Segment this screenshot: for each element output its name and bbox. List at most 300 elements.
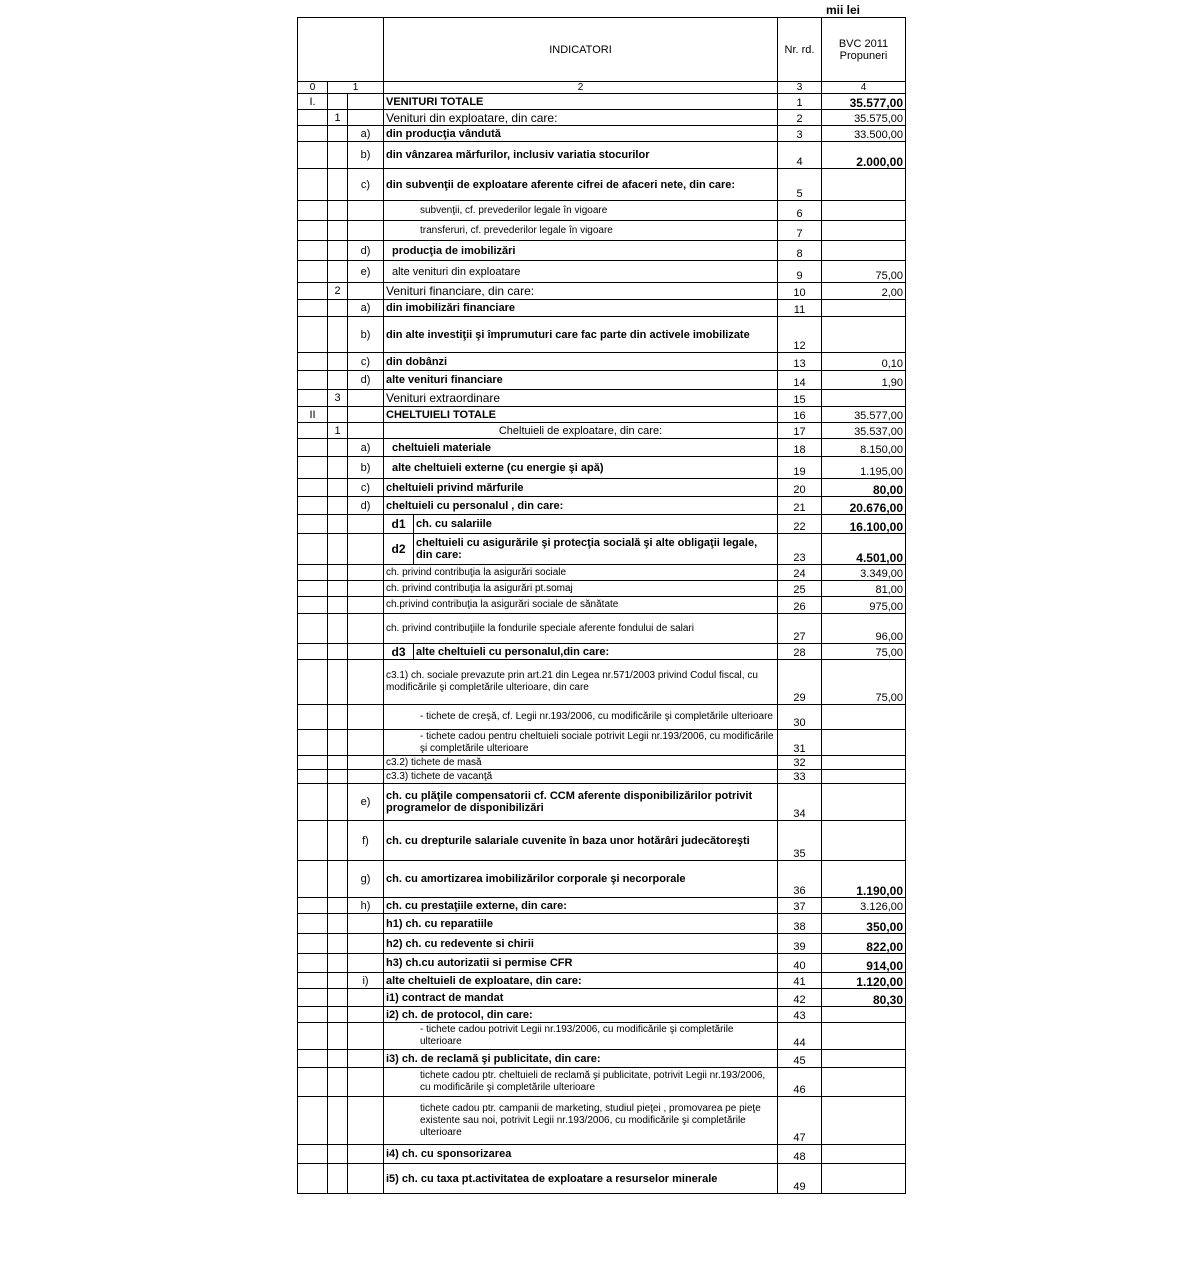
row-section-code: [298, 597, 328, 614]
row-group-code: [328, 954, 348, 973]
row-value: 35.575,00: [822, 110, 906, 126]
row-value: [822, 221, 906, 241]
row-item-code: i): [348, 973, 384, 989]
row-value: [822, 784, 906, 821]
row-value: [822, 1007, 906, 1023]
row-number: 44: [778, 1023, 822, 1050]
table-row: [298, 914, 906, 934]
table-row: [298, 371, 906, 390]
row-number: 29: [778, 660, 822, 705]
row-number: 31: [778, 730, 822, 756]
row-value: [822, 770, 906, 784]
row-section-code: [298, 973, 328, 989]
row-group-code: [328, 371, 348, 390]
row-number: 18: [778, 439, 822, 457]
row-indicator: cheltuieli privind mărfurile: [384, 479, 778, 497]
row-value: 975,00: [822, 597, 906, 614]
column-index: 1: [328, 82, 384, 94]
row-item-code: [348, 94, 384, 110]
table-row: [298, 705, 906, 730]
row-indicator: alte cheltuieli de exploatare, din care:: [384, 973, 778, 989]
row-value: 81,00: [822, 581, 906, 597]
row-indicator: ch. privind contribuţiile la fondurile speciale aferente fondului de salari: [384, 614, 778, 644]
row-number: 30: [778, 705, 822, 730]
row-item-code: c): [348, 353, 384, 371]
row-group-code: [328, 317, 348, 353]
table-row: [298, 390, 906, 407]
row-value: 75,00: [822, 644, 906, 660]
row-item-code: [348, 954, 384, 973]
table-row: [298, 1068, 906, 1097]
row-number: 5: [778, 169, 822, 201]
row-value: 8.150,00: [822, 439, 906, 457]
row-item-code: [348, 770, 384, 784]
table-row: [298, 821, 906, 861]
row-item-code: [348, 660, 384, 705]
row-section-code: [298, 142, 328, 169]
row-value: 2.000,00: [822, 142, 906, 169]
row-value: 1,90: [822, 371, 906, 390]
row-indicator: ch. cu salariile: [414, 515, 778, 534]
table-header: [298, 18, 906, 82]
row-number: 24: [778, 565, 822, 581]
row-value: [822, 756, 906, 770]
row-value: [822, 705, 906, 730]
row-number: 40: [778, 954, 822, 973]
row-value: 3.349,00: [822, 565, 906, 581]
row-section-code: [298, 730, 328, 756]
row-item-code: c): [348, 169, 384, 201]
budget-table: [297, 17, 906, 1194]
row-value: 35.577,00: [822, 94, 906, 110]
row-item-code: [348, 221, 384, 241]
row-item-code: [348, 534, 384, 565]
row-item-code: [348, 730, 384, 756]
row-group-code: [328, 756, 348, 770]
row-group-code: 1: [328, 110, 348, 126]
row-item-code: [348, 581, 384, 597]
row-group-code: [328, 497, 348, 515]
row-number: 17: [778, 423, 822, 439]
row-group-code: [328, 479, 348, 497]
row-section-code: [298, 497, 328, 515]
row-value: [822, 169, 906, 201]
row-indicator: - tichete cadou potrivit Legii nr.193/2006, cu modificările şi completările ulterioare: [384, 1023, 778, 1050]
row-value: 914,00: [822, 954, 906, 973]
row-group-code: [328, 407, 348, 423]
row-item-code: [348, 1007, 384, 1023]
column-index: 3: [778, 82, 822, 94]
row-indicator: CHELTUIELI TOTALE: [384, 407, 778, 423]
row-value: 1.190,00: [822, 861, 906, 898]
table-row: [298, 581, 906, 597]
row-section-code: [298, 1068, 328, 1097]
table-row: [298, 1164, 906, 1194]
row-value: [822, 730, 906, 756]
table-row: [298, 954, 906, 973]
row-indicator: din imobilizări financiare: [384, 300, 778, 317]
row-number: 20: [778, 479, 822, 497]
table-row: [298, 169, 906, 201]
row-section-code: [298, 439, 328, 457]
row-group-code: [328, 515, 348, 534]
row-indicator: alte venituri din exploatare: [384, 261, 778, 283]
table-row: [298, 423, 906, 439]
row-value: 20.676,00: [822, 497, 906, 515]
row-number: 6: [778, 201, 822, 221]
row-indicator: alte cheltuieli externe (cu energie şi apă): [384, 457, 778, 479]
row-number: 48: [778, 1145, 822, 1164]
row-number: 46: [778, 1068, 822, 1097]
row-section-code: [298, 353, 328, 371]
row-value: 35.577,00: [822, 407, 906, 423]
table-row: [298, 261, 906, 283]
row-section-code: [298, 954, 328, 973]
row-number: 15: [778, 390, 822, 407]
table-row: [298, 353, 906, 371]
row-value: [822, 241, 906, 261]
row-item-code: c): [348, 479, 384, 497]
row-number: 23: [778, 534, 822, 565]
row-indicator: c3.3) tichete de vacanţă: [384, 770, 778, 784]
row-number: 7: [778, 221, 822, 241]
row-value: 1.120,00: [822, 973, 906, 989]
row-number: 16: [778, 407, 822, 423]
row-indicator: din dobânzi: [384, 353, 778, 371]
row-indicator: cheltuieli cu personalul , din care:: [384, 497, 778, 515]
row-group-code: [328, 1164, 348, 1194]
row-number: 8: [778, 241, 822, 261]
row-indicator: ch. cu plăţile compensatorii cf. CCM aferente disponibilizărilor potrivit programelor de disponibilizări: [384, 784, 778, 821]
table-row: [298, 973, 906, 989]
table-row: [298, 241, 906, 261]
row-indicator: Venituri din exploatare, din care:: [384, 110, 778, 126]
row-indicator: cheltuieli materiale: [384, 439, 778, 457]
row-number: 42: [778, 989, 822, 1007]
row-section-code: [298, 479, 328, 497]
row-section-code: [298, 1007, 328, 1023]
row-item-code: h): [348, 898, 384, 914]
row-group-code: [328, 581, 348, 597]
row-number: 27: [778, 614, 822, 644]
row-value: [822, 300, 906, 317]
row-group-code: [328, 1097, 348, 1145]
row-number: 35: [778, 821, 822, 861]
table-row: [298, 861, 906, 898]
row-number: 2: [778, 110, 822, 126]
row-item-code: [348, 565, 384, 581]
table-row: [298, 770, 906, 784]
row-indicator: ch. cu amortizarea imobilizărilor corporale şi necorporale: [384, 861, 778, 898]
row-group-code: 3: [328, 390, 348, 407]
row-number: 13: [778, 353, 822, 371]
row-item-code: [348, 914, 384, 934]
row-item-code: [348, 515, 384, 534]
row-group-code: [328, 914, 348, 934]
table-row: [298, 497, 906, 515]
row-value: 33.500,00: [822, 126, 906, 142]
row-group-code: [328, 457, 348, 479]
row-number: 43: [778, 1007, 822, 1023]
row-section-code: [298, 1145, 328, 1164]
row-indicator: VENITURI TOTALE: [384, 94, 778, 110]
row-indicator: ch. cu drepturile salariale cuvenite în baza unor hotărâri judecătoreşti: [384, 821, 778, 861]
row-value: [822, 317, 906, 353]
row-group-code: [328, 730, 348, 756]
row-group-code: [328, 1007, 348, 1023]
row-indicator: h1) ch. cu reparatiile: [384, 914, 778, 934]
column-index-row: [298, 82, 906, 94]
table-row: [298, 142, 906, 169]
row-value: 96,00: [822, 614, 906, 644]
row-group-code: [328, 989, 348, 1007]
table-row: [298, 730, 906, 756]
header-blank: [298, 18, 384, 82]
row-item-code: [348, 614, 384, 644]
row-section-code: [298, 390, 328, 407]
table-row: [298, 1050, 906, 1068]
row-item-code: a): [348, 126, 384, 142]
row-section-code: [298, 784, 328, 821]
row-item-code: d): [348, 497, 384, 515]
row-number: 38: [778, 914, 822, 934]
header-bvc-year: BVC 2011: [838, 37, 889, 50]
row-indicator: i3) ch. de reclamă şi publicitate, din care:: [384, 1050, 778, 1068]
row-section-code: [298, 317, 328, 353]
row-section-code: [298, 914, 328, 934]
row-value: [822, 201, 906, 221]
column-index: 2: [384, 82, 778, 94]
row-group-code: [328, 934, 348, 954]
row-indicator: din alte investiţii şi împrumuturi care fac parte din activele imobilizate: [384, 317, 778, 353]
row-number: 32: [778, 756, 822, 770]
table-row: [298, 565, 906, 581]
row-number: 3: [778, 126, 822, 142]
row-group-code: [328, 126, 348, 142]
row-indicator: h2) ch. cu redevente si chirii: [384, 934, 778, 954]
header-bvc: [822, 18, 906, 82]
row-value: 1.195,00: [822, 457, 906, 479]
table-row: [298, 126, 906, 142]
row-item-code: [348, 705, 384, 730]
table-row: [298, 1097, 906, 1145]
row-group-code: [328, 353, 348, 371]
row-item-code: [348, 423, 384, 439]
row-group-code: [328, 770, 348, 784]
table-row: [298, 898, 906, 914]
table-row: [298, 534, 906, 565]
row-number: 19: [778, 457, 822, 479]
row-section-code: [298, 457, 328, 479]
table-row: [298, 407, 906, 423]
row-indicator: din subvenţii de exploatare aferente cifrei de afaceri nete, din care:: [384, 169, 778, 201]
row-section-code: I.: [298, 94, 328, 110]
table-row: [298, 784, 906, 821]
row-section-code: [298, 110, 328, 126]
row-section-code: [298, 283, 328, 300]
row-section-code: [298, 565, 328, 581]
row-group-code: [328, 705, 348, 730]
row-value: [822, 1050, 906, 1068]
row-indicator: Venituri financiare, din care:: [384, 283, 778, 300]
table-row: [298, 1145, 906, 1164]
row-item-code: d): [348, 371, 384, 390]
row-number: 22: [778, 515, 822, 534]
column-index: 4: [822, 82, 906, 94]
row-indicator: din vânzarea mărfurilor, inclusiv variatia stocurilor: [384, 142, 778, 169]
row-indicator: i4) ch. cu sponsorizarea: [384, 1145, 778, 1164]
row-section-code: [298, 423, 328, 439]
row-item-code: [348, 934, 384, 954]
row-number: 9: [778, 261, 822, 283]
row-value: 350,00: [822, 914, 906, 934]
row-item-code: [348, 644, 384, 660]
row-item-code: b): [348, 142, 384, 169]
row-number: 36: [778, 861, 822, 898]
row-indicator: i5) ch. cu taxa pt.activitatea de exploatare a resurselor minerale: [384, 1164, 778, 1194]
row-indicator: cheltuieli cu asigurările şi protecţia socială şi alte obligaţii legale, din care:: [414, 534, 778, 565]
header-nr-rd: Nr. rd.: [778, 18, 822, 82]
header-indicatori: INDICATORI: [384, 18, 778, 82]
row-indicator: producţia de imobilizări: [384, 241, 778, 261]
row-section-code: [298, 169, 328, 201]
table-row: [298, 644, 906, 660]
row-indicator: - tichete de creşă, cf. Legii nr.193/2006, cu modificările şi completările ulterioare: [384, 705, 778, 730]
row-value: 35.537,00: [822, 423, 906, 439]
row-number: 41: [778, 973, 822, 989]
row-section-code: [298, 770, 328, 784]
row-value: [822, 1023, 906, 1050]
row-value: 80,30: [822, 989, 906, 1007]
row-section-code: [298, 821, 328, 861]
row-group-code: [328, 861, 348, 898]
row-item-code: [348, 1023, 384, 1050]
row-section-code: [298, 515, 328, 534]
row-section-code: [298, 644, 328, 660]
row-item-code: e): [348, 261, 384, 283]
row-item-code: [348, 407, 384, 423]
row-item-code: a): [348, 439, 384, 457]
row-group-code: [328, 1145, 348, 1164]
table-row: [298, 660, 906, 705]
table-row: [298, 317, 906, 353]
row-section-code: [298, 705, 328, 730]
row-indicator: ch.privind contribuţia la asigurări sociale de sănătate: [384, 597, 778, 614]
row-number: 14: [778, 371, 822, 390]
row-value: 75,00: [822, 261, 906, 283]
row-item-code: [348, 989, 384, 1007]
table-row: [298, 934, 906, 954]
row-indicator: ch. cu prestaţiile externe, din care:: [384, 898, 778, 914]
row-group-code: [328, 821, 348, 861]
row-item-code: e): [348, 784, 384, 821]
row-item-code: [348, 1050, 384, 1068]
table-row: [298, 515, 906, 534]
row-indicator: c3.2) tichete de masă: [384, 756, 778, 770]
row-value: [822, 1068, 906, 1097]
row-number: 37: [778, 898, 822, 914]
row-group-code: [328, 300, 348, 317]
row-value: [822, 1145, 906, 1164]
row-number: 1: [778, 94, 822, 110]
row-indicator: h3) ch.cu autorizatii si permise CFR: [384, 954, 778, 973]
row-section-code: [298, 1164, 328, 1194]
row-value: [822, 1164, 906, 1194]
row-group-code: [328, 439, 348, 457]
row-group-code: [328, 1068, 348, 1097]
table-row: [298, 221, 906, 241]
row-group-code: [328, 660, 348, 705]
row-number: 33: [778, 770, 822, 784]
row-group-code: [328, 597, 348, 614]
table-row: [298, 614, 906, 644]
row-section-code: [298, 756, 328, 770]
row-indicator: tichete cadou ptr. campanii de marketing, studiul pieţei , promovarea pe pieţe existente sau noi, potrivit Legii nr.193/2006, cu modificările şi completările ulterioare: [384, 1097, 778, 1145]
row-section-code: [298, 861, 328, 898]
row-section-code: [298, 371, 328, 390]
row-item-code: [348, 756, 384, 770]
row-section-code: [298, 126, 328, 142]
row-group-code: [328, 169, 348, 201]
row-item-code: [348, 1164, 384, 1194]
row-number: 25: [778, 581, 822, 597]
row-number: 4: [778, 142, 822, 169]
table-row: [298, 439, 906, 457]
row-number: 26: [778, 597, 822, 614]
row-item-code: b): [348, 457, 384, 479]
row-value: 16.100,00: [822, 515, 906, 534]
row-group-code: 1: [328, 423, 348, 439]
table-body: [298, 94, 906, 1194]
row-group-code: [328, 94, 348, 110]
row-group-code: [328, 898, 348, 914]
row-item-code: [348, 1145, 384, 1164]
row-section-code: II: [298, 407, 328, 423]
row-value: 2,00: [822, 283, 906, 300]
unit-label: mii lei: [826, 3, 861, 17]
row-item-code: [348, 201, 384, 221]
row-value: [822, 821, 906, 861]
table-row: [298, 479, 906, 497]
row-item-code: [348, 1068, 384, 1097]
row-group-code: [328, 1023, 348, 1050]
row-section-code: [298, 241, 328, 261]
row-number: 11: [778, 300, 822, 317]
row-indicator: i1) contract de mandat: [384, 989, 778, 1007]
row-value: 75,00: [822, 660, 906, 705]
row-number: 34: [778, 784, 822, 821]
table-row: [298, 597, 906, 614]
row-indicator: Venituri extraordinare: [384, 390, 778, 407]
row-indicator: Cheltuieli de exploatare, din care:: [384, 423, 778, 439]
row-section-code: [298, 1023, 328, 1050]
row-indicator: alte cheltuieli cu personalul,din care:: [414, 644, 778, 660]
row-group-code: [328, 241, 348, 261]
row-section-code: [298, 898, 328, 914]
row-section-code: [298, 221, 328, 241]
table-row: [298, 283, 906, 300]
row-indicator: i2) ch. de protocol, din care:: [384, 1007, 778, 1023]
row-number: 28: [778, 644, 822, 660]
row-indicator: subvenţii, cf. prevederilor legale în vigoare: [384, 201, 778, 221]
table-row: [298, 1007, 906, 1023]
table-row: [298, 110, 906, 126]
row-indicator: tichete cadou ptr. cheltuieli de reclamă şi publicitate, potrivit Legii nr.193/2006, cu modificările şi completările ulterioare: [384, 1068, 778, 1097]
table-row: [298, 989, 906, 1007]
row-section-code: [298, 201, 328, 221]
row-value: 80,00: [822, 479, 906, 497]
row-value: 4.501,00: [822, 534, 906, 565]
